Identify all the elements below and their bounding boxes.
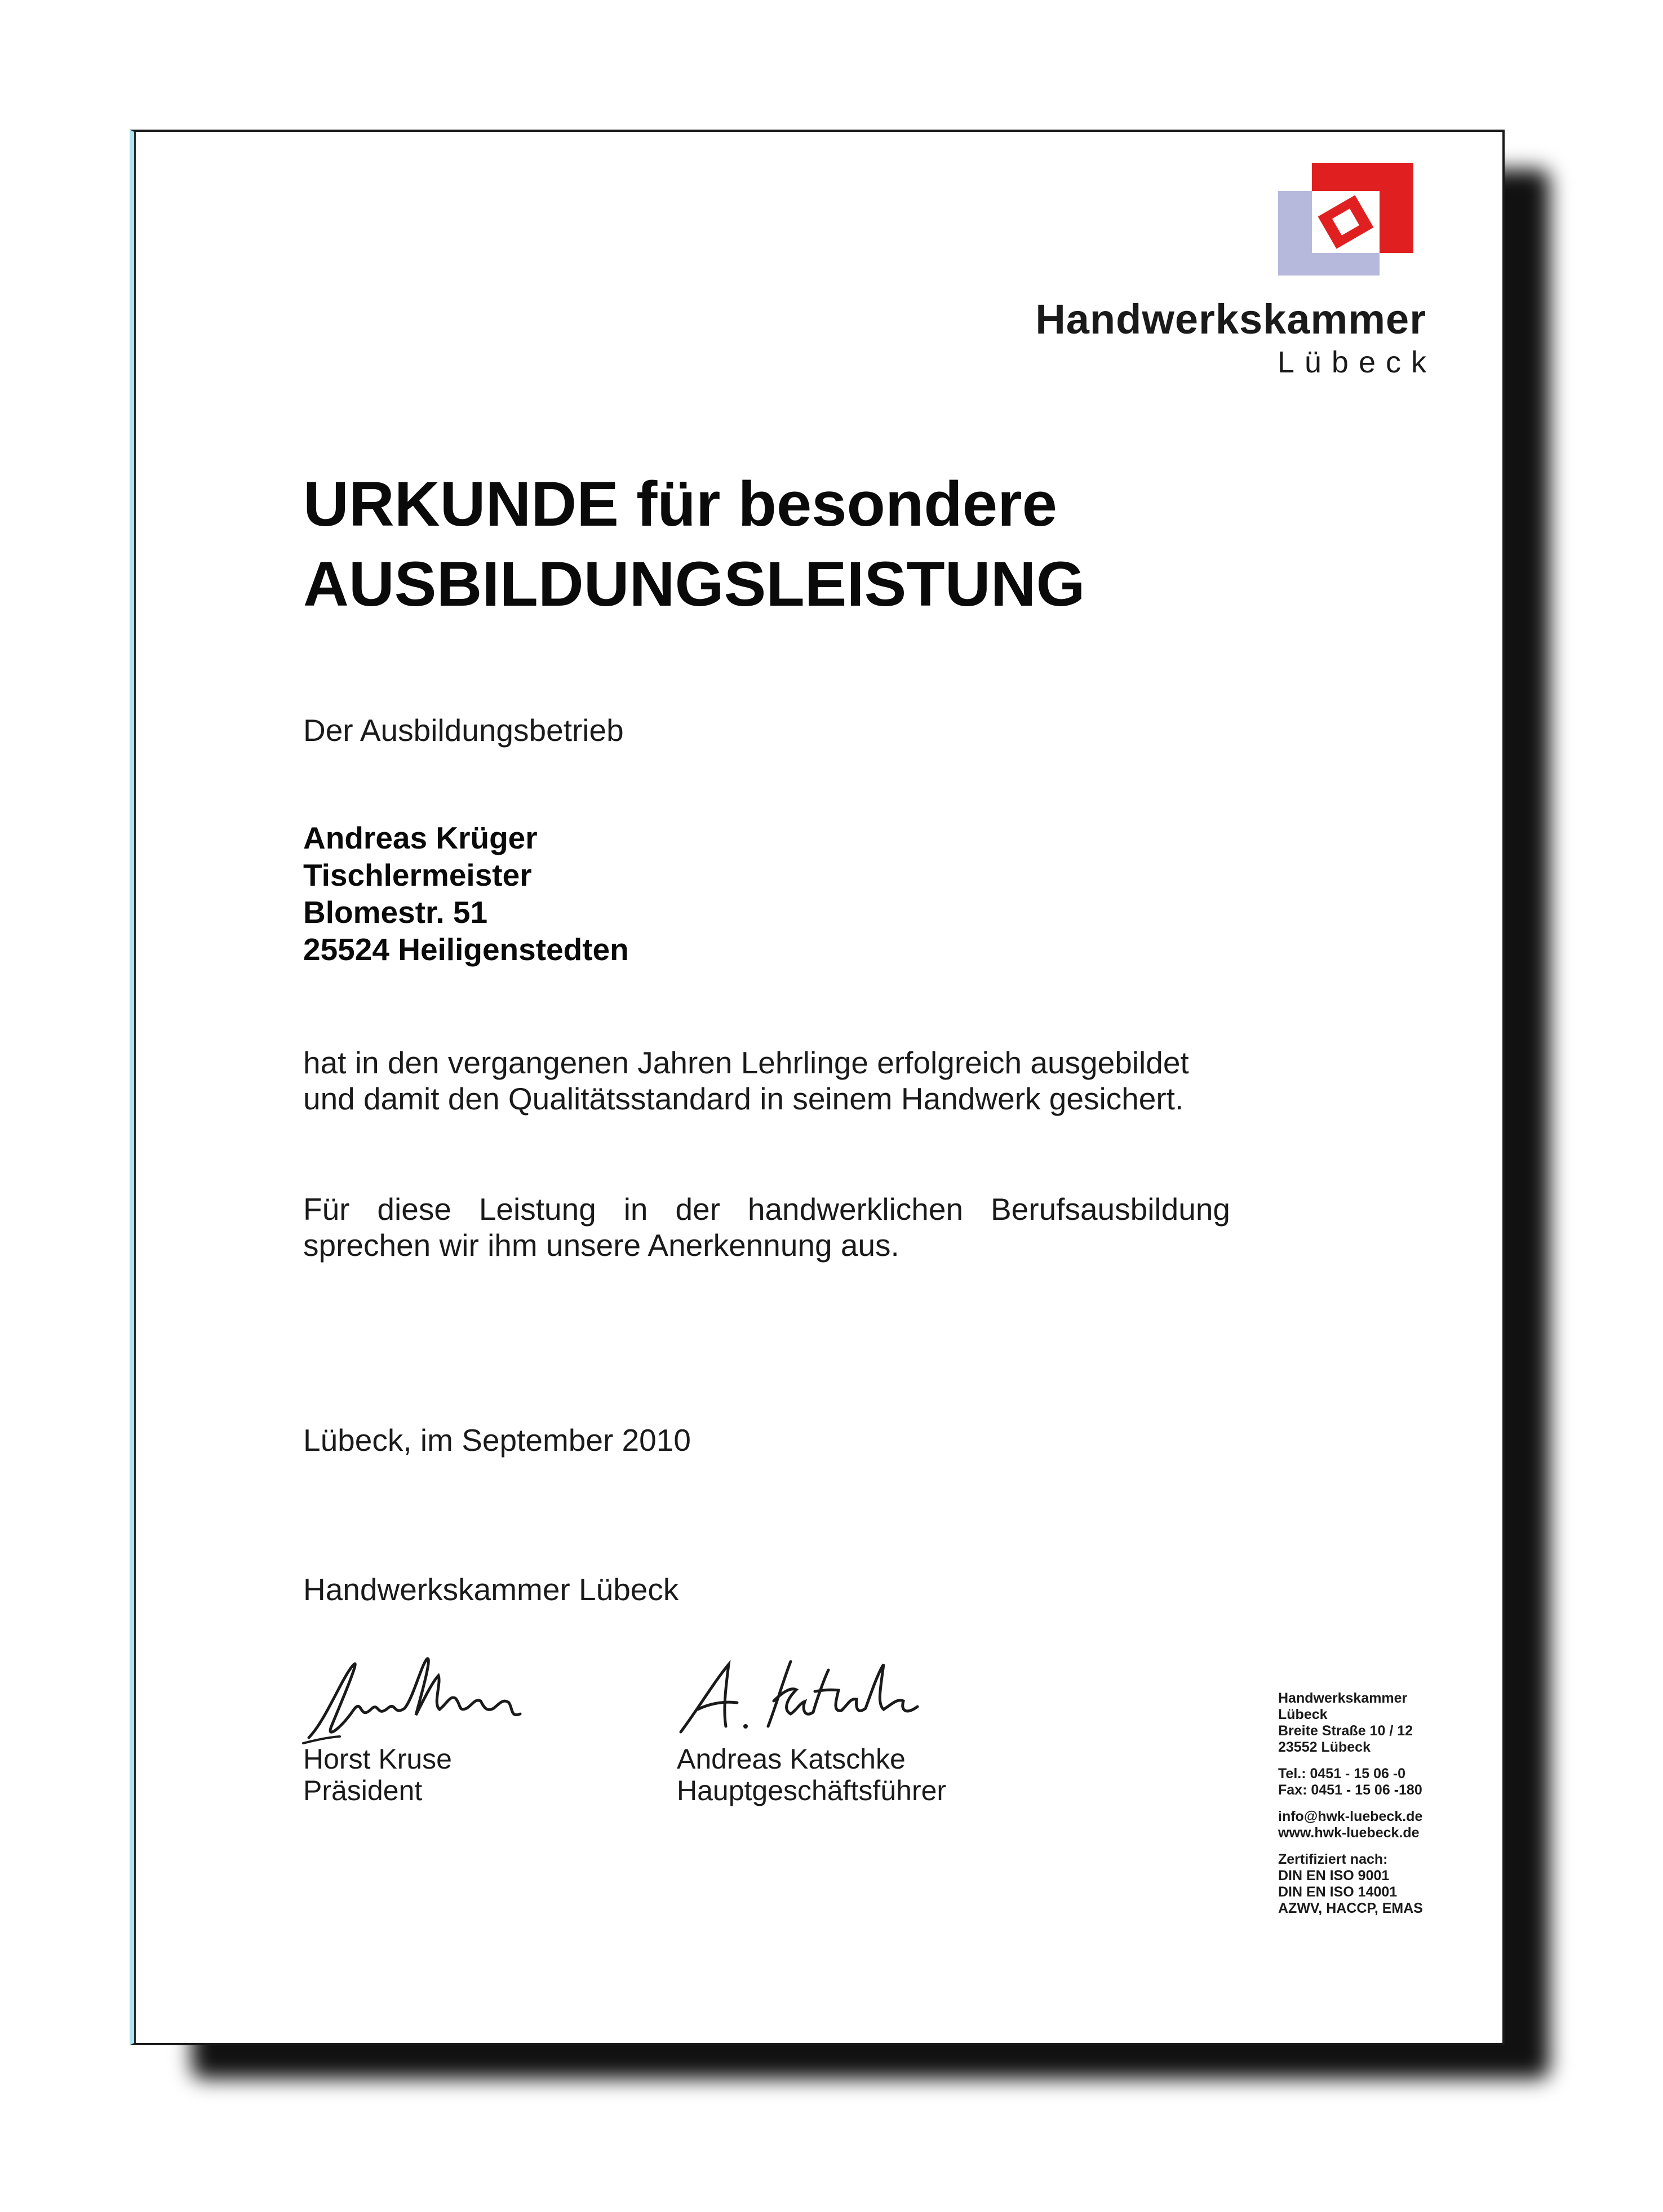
signer-role: Präsident bbox=[303, 1775, 423, 1806]
contact-web bbox=[1278, 1809, 1458, 1841]
contact-line: 23552 Lübeck bbox=[1278, 1739, 1371, 1755]
contact-line: Breite Straße 10 / 12 bbox=[1278, 1723, 1413, 1739]
recognition-line-2: sprechen wir ihm unsere Anerkennung aus. bbox=[303, 1228, 899, 1263]
signature-stroke-1 bbox=[309, 1659, 520, 1738]
recipient-street: Blomestr. 51 bbox=[303, 895, 488, 930]
contact-website: www.hwk-luebeck.de bbox=[1278, 1825, 1420, 1841]
signer-president bbox=[303, 1743, 452, 1806]
signature-stroke-2 bbox=[768, 1662, 917, 1726]
logo-title: Handwerkskammer bbox=[1035, 296, 1426, 343]
contact-line: Lübeck bbox=[1278, 1707, 1328, 1722]
achievement-line-2: und damit den Qualitätsstandard in seinem Handwerk gesichert. bbox=[303, 1081, 1184, 1116]
recognition-paragraph bbox=[303, 1191, 1230, 1263]
contact-line: Fax: 0451 - 15 06 -180 bbox=[1278, 1782, 1422, 1798]
signature-andreas-katschke bbox=[669, 1647, 934, 1743]
achievement-line-1: hat in den vergangenen Jahren Lehrlinge erfolgreich ausgebildet bbox=[303, 1045, 1189, 1080]
contact-line: AZWV, HACCP, EMAS bbox=[1278, 1900, 1423, 1916]
signer-managing-director bbox=[677, 1743, 946, 1806]
contact-line: Tel.: 0451 - 15 06 -0 bbox=[1278, 1766, 1406, 1782]
recognition-line-1: Für diese Leistung in der handwerklichen Berufsausbildung bbox=[303, 1192, 1230, 1227]
page-title bbox=[303, 464, 1085, 624]
intro-text: Der Ausbildungsbetrieb bbox=[303, 713, 624, 748]
signer-name: Horst Kruse bbox=[303, 1743, 452, 1775]
recipient-name: Andreas Krüger bbox=[303, 820, 538, 855]
title-line-2: AUSBILDUNGSLEISTUNG bbox=[303, 549, 1085, 619]
contact-line: Handwerkskammer bbox=[1278, 1690, 1408, 1706]
recipient-city: 25524 Heiligenstedten bbox=[303, 932, 629, 967]
signer-role: Hauptgeschäftsführer bbox=[677, 1775, 947, 1806]
page-edge bbox=[134, 132, 136, 2043]
signature-dot bbox=[743, 1724, 748, 1729]
issuing-organization: Handwerkskammer Lübeck bbox=[303, 1572, 679, 1607]
logo-subtitle: Lübeck bbox=[1277, 345, 1436, 379]
chamber-logo-icon bbox=[1278, 163, 1413, 276]
signer-name: Andreas Katschke bbox=[677, 1743, 906, 1775]
place-date: Lübeck, im September 2010 bbox=[303, 1423, 691, 1458]
contact-block bbox=[1278, 1690, 1458, 1927]
recipient-block bbox=[303, 819, 629, 968]
recipient-profession: Tischlermeister bbox=[303, 858, 532, 892]
title-line-1: URKUNDE für besondere bbox=[303, 469, 1057, 539]
contact-phone bbox=[1278, 1766, 1458, 1798]
signature-horst-kruse bbox=[292, 1642, 540, 1755]
contact-line: DIN EN ISO 14001 bbox=[1278, 1884, 1398, 1900]
contact-line: DIN EN ISO 9001 bbox=[1278, 1868, 1390, 1884]
contact-address bbox=[1278, 1690, 1458, 1756]
contact-certifications bbox=[1278, 1851, 1458, 1917]
achievement-paragraph bbox=[303, 1045, 1233, 1117]
signature-letter-a bbox=[681, 1664, 737, 1732]
certificate-page bbox=[130, 130, 1505, 2045]
contact-email: info@hwk-luebeck.de bbox=[1278, 1809, 1423, 1824]
contact-line: Zertifiziert nach: bbox=[1278, 1851, 1388, 1867]
